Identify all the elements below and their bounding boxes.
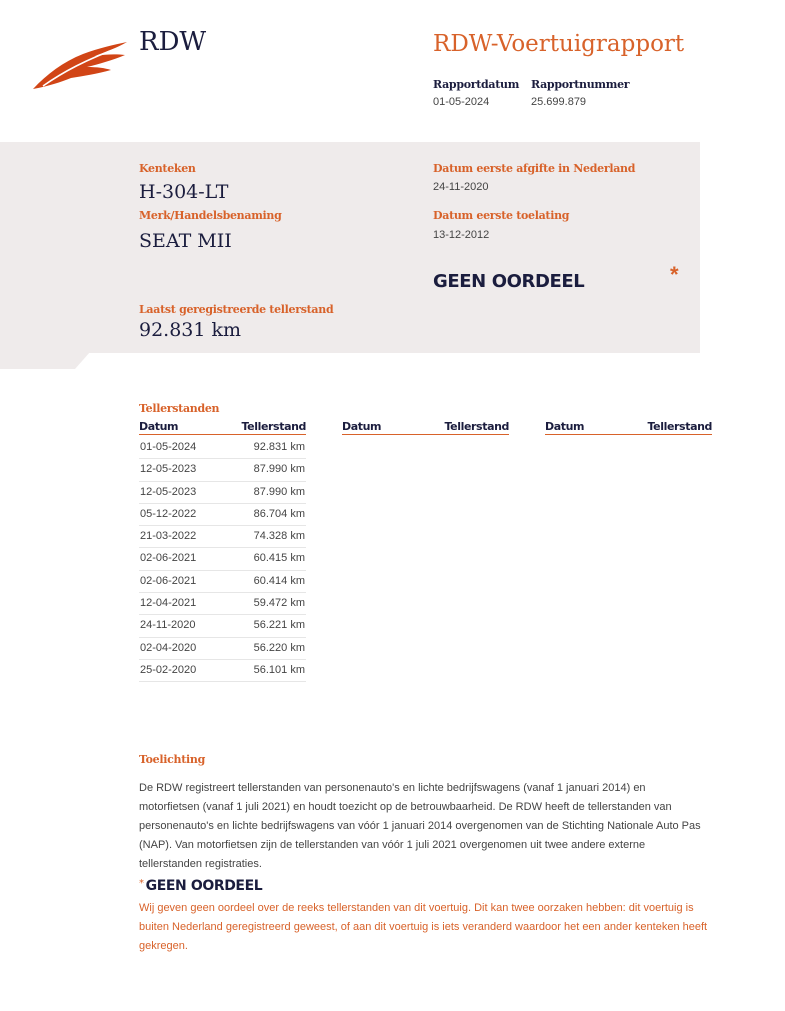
row-date: 01-05-2024 (140, 441, 197, 453)
table-row (139, 593, 306, 615)
make-label: Merk/Handelsbenaming (139, 209, 282, 222)
row-value: 92.831 km (253, 441, 305, 453)
row-date: 21-03-2022 (140, 530, 197, 543)
table-header-col2 (342, 420, 509, 435)
row-date: 02-04-2020 (140, 641, 197, 654)
row-date: 05-12-2022 (140, 507, 197, 520)
table-row (139, 459, 306, 481)
rdw-wing-logo-icon (33, 42, 127, 90)
row-value: 87.990 km (253, 485, 305, 498)
report-number: 25.699.879 (531, 96, 587, 108)
row-date: 02-06-2021 (140, 574, 197, 587)
first-nl-date: 24-11-2020 (433, 181, 489, 193)
verdict-marker: * (139, 878, 144, 889)
header-date: Datum (139, 420, 179, 433)
panel-notch (0, 352, 90, 370)
explanation-verdict (139, 878, 262, 894)
table-row (139, 437, 306, 459)
odometer-table (139, 437, 306, 682)
row-date: 02-06-2021 (140, 552, 197, 565)
verdict-marker: * (670, 262, 679, 287)
report-date: 01-05-2024 (433, 96, 490, 108)
header-odometer: Tellerstand (444, 420, 509, 433)
table-row (139, 638, 306, 660)
row-date: 12-05-2023 (140, 485, 197, 498)
verdict-status: GEEN OORDEEL (433, 271, 585, 292)
row-value: 60.415 km (253, 552, 305, 565)
table-row (139, 615, 306, 637)
first-admission-label: Datum eerste toelating (433, 209, 570, 222)
table-header-col3 (545, 420, 712, 435)
header-date: Datum (545, 420, 585, 433)
last-odometer-label: Laatst geregistreerde tellerstand (139, 303, 334, 316)
verdict-title: GEEN OORDEEL (145, 878, 263, 894)
report-number-label: Rapportnummer (531, 78, 630, 91)
row-value: 60.414 km (253, 574, 305, 587)
row-value: 87.990 km (253, 463, 305, 476)
first-nl-label: Datum eerste afgifte in Nederland (433, 162, 636, 175)
first-admission-date: 13-12-2012 (433, 229, 490, 241)
row-date: 12-04-2021 (140, 597, 197, 610)
header-odometer: Tellerstand (241, 420, 306, 433)
org-name: RDW (139, 27, 207, 57)
row-date: 12-05-2023 (140, 463, 197, 476)
header-odometer: Tellerstand (647, 420, 712, 433)
explanation-body: De RDW registreert tellerstanden van personenauto's en lichte bedrijfswagens (vanaf 1 januari 2014) en motorfietsen (vanaf 1 juli 2021) en houdt toezicht op de betrouwbaarheid. De RDW heeft de tellerstanden van personenauto's en lichte bedrijfswagens van vóór 1 januari 2014 overgenomen van de Stichting Nationale Auto Pas (NAP). Van motorfietsen zijn de tellerstanden van vóór 1 juli 2021 overgenomen uit twee andere externe tellerstanden registraties. (139, 782, 701, 870)
table-row (139, 548, 306, 570)
report-title: RDW-Voertuigrapport (433, 31, 685, 57)
row-date: 24-11-2020 (140, 619, 196, 632)
row-value: 59.472 km (253, 597, 305, 610)
row-value: 74.328 km (253, 530, 305, 543)
plate-label: Kenteken (139, 162, 196, 175)
table-row (139, 526, 306, 548)
header-date: Datum (342, 420, 382, 433)
table-row (139, 660, 306, 682)
odometer-section-title: Tellerstanden (139, 402, 220, 415)
make-value: SEAT MII (139, 230, 232, 252)
row-value: 56.220 km (253, 641, 305, 654)
last-odometer-value: 92.831 km (139, 319, 242, 341)
row-value: 86.704 km (253, 507, 305, 520)
row-value: 56.221 km (253, 619, 305, 632)
plate-number: H-304-LT (139, 181, 229, 203)
report-date-label: Rapportdatum (433, 78, 520, 91)
table-row (139, 571, 306, 593)
table-row (139, 504, 306, 526)
verdict-explanation: Wij geven geen oordeel over de reeks tellerstanden van dit voertuig. Dit kan twee oorzaken hebben: dit voertuig is buiten Nederland geregistreerd geweest, of aan dit voertuig is iets veranderd waardoor het een ander kenteken heeft gekregen. (139, 902, 708, 952)
table-row (139, 482, 306, 504)
explanation-title: Toelichting (139, 753, 205, 766)
row-value: 56.101 km (253, 663, 305, 676)
row-date: 25-02-2020 (140, 663, 197, 676)
table-header-col1 (139, 420, 306, 435)
